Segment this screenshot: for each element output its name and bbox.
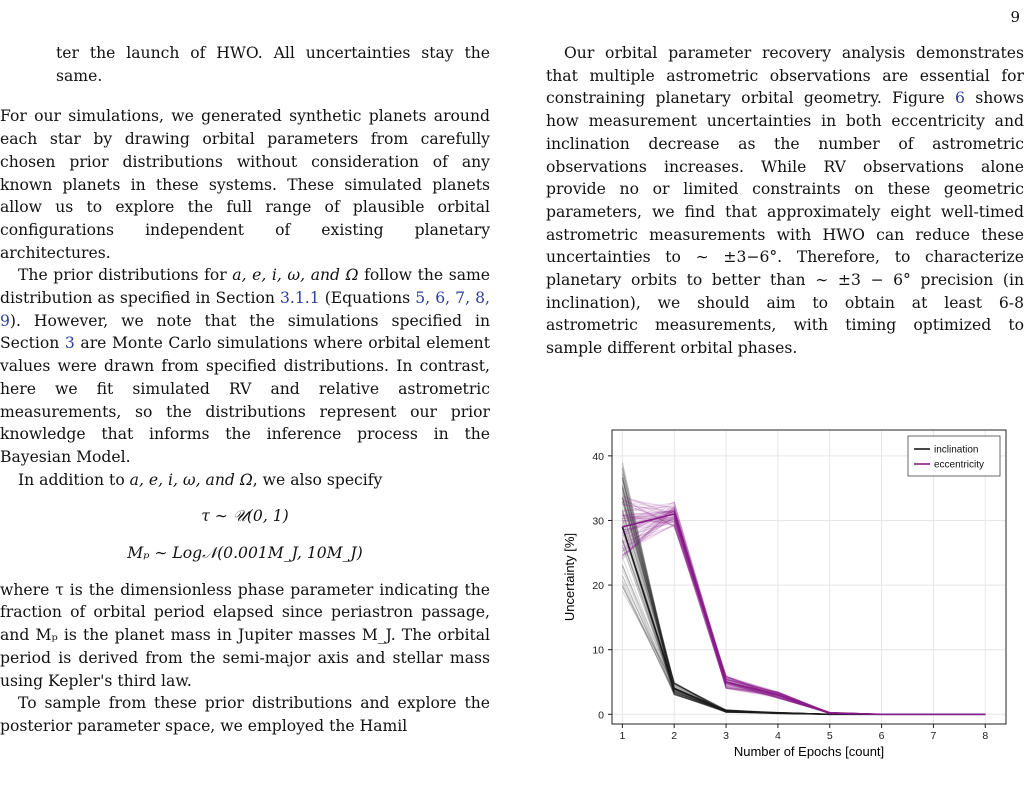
- x-tick-label: 2: [671, 730, 678, 742]
- x-tick-label: 4: [774, 730, 781, 742]
- section-link-3-1-1[interactable]: 3.1.1: [279, 289, 320, 308]
- y-axis-label: Uncertainty [%]: [562, 532, 577, 622]
- y-tick-label: 20: [592, 580, 604, 593]
- figure-link-6[interactable]: 6: [954, 89, 965, 108]
- paragraph-simulations: For our simulations, we generated synthetic planets around each star by drawing orbital parameters from carefully chosen prior distributions without consideration of any known planets in these systems. These simulated planets allow us to explore the full range of plausible orbital configurations independent of existing planetary architectures.: [0, 107, 490, 262]
- left-column: [0, 42, 490, 738]
- x-tick-label: 7: [930, 730, 937, 742]
- equation-links[interactable]: 5, 6, 7, 8, 9: [0, 289, 490, 330]
- y-tick-label: 10: [592, 644, 604, 657]
- legend-entry-eccentricity: eccentricity: [934, 459, 985, 471]
- legend: [908, 436, 1000, 476]
- paragraph-where: where τ is the dimensionless phase parameter indicating the fraction of orbital period elapsed since periastron passage, and Mₚ is the planet mass in Jupiter masses M_J. The orbital period is derived from the semi-major axis and stellar mass using Kepler's third law.: [0, 580, 490, 690]
- x-tick-label: 1: [619, 730, 626, 742]
- y-tick-label: 30: [592, 515, 604, 528]
- x-tick-label: 5: [826, 730, 833, 742]
- uncertainty-chart: [560, 418, 1020, 774]
- paragraph-continued: ter the launch of HWO. All uncertainties stay the same.: [56, 44, 490, 85]
- equation-mass: Mₚ ∼ Log𝒩(0.001M_J, 10M_J): [127, 544, 363, 563]
- paragraph-priors: The prior distributions for a, e, i, ω, and Ω follow the same distribution as specified in Section 3.1.1 (Equations 5, 6, 7, 8, 9). However, we note that the simulations specified in Section 3 are Monte Carlo simulations where orbital element values were drawn from specified distributions. In contrast, here we fit simulated RV and relative astrometric measurements, so the distributions represent our prior knowledge that informs the inference process in the Bayesian Model.: [0, 266, 491, 466]
- paragraph-specify: In addition to a, e, i, ω, and Ω, we also specify: [18, 470, 383, 489]
- equation-tau: τ ∼ 𝒰(0, 1): [201, 507, 289, 526]
- x-tick-label: 8: [982, 730, 989, 742]
- section-link-3[interactable]: 3: [64, 334, 75, 353]
- paragraph-recovery: Our orbital parameter recovery analysis demonstrates that multiple astrometric observations are essential for constraining planetary orbital geometry. Figure 6 shows how measurement uncertainties in both eccentricity and inclination decrease as the number of astrometric observations increases. While RV observations alone provide no or limited constraints on these geometric parameters, we find that approximately eight well-timed astrometric measurements with HWO can reduce these uncertainties to ∼ ±3−6°. Therefore, to characterize planetary orbits to better than ∼ ±3 − 6° precision (in inclination), we should aim to obtain at least 6-8 astrometric measurements, with timing optimized to sample different orbital phases.: [546, 44, 1024, 358]
- y-tick-label: 40: [592, 450, 604, 463]
- y-tick-label: 0: [598, 709, 604, 722]
- x-axis-label: Number of Epochs [count]: [733, 744, 885, 759]
- legend-entry-inclination: inclination: [934, 444, 979, 456]
- paragraph-sampling: To sample from these prior distributions and explore the posterior parameter space, we employed the Hamil: [0, 694, 490, 735]
- x-tick-label: 6: [878, 730, 885, 742]
- right-column: [546, 42, 1024, 360]
- x-tick-label: 3: [723, 730, 729, 742]
- page-number: 9: [1010, 8, 1020, 26]
